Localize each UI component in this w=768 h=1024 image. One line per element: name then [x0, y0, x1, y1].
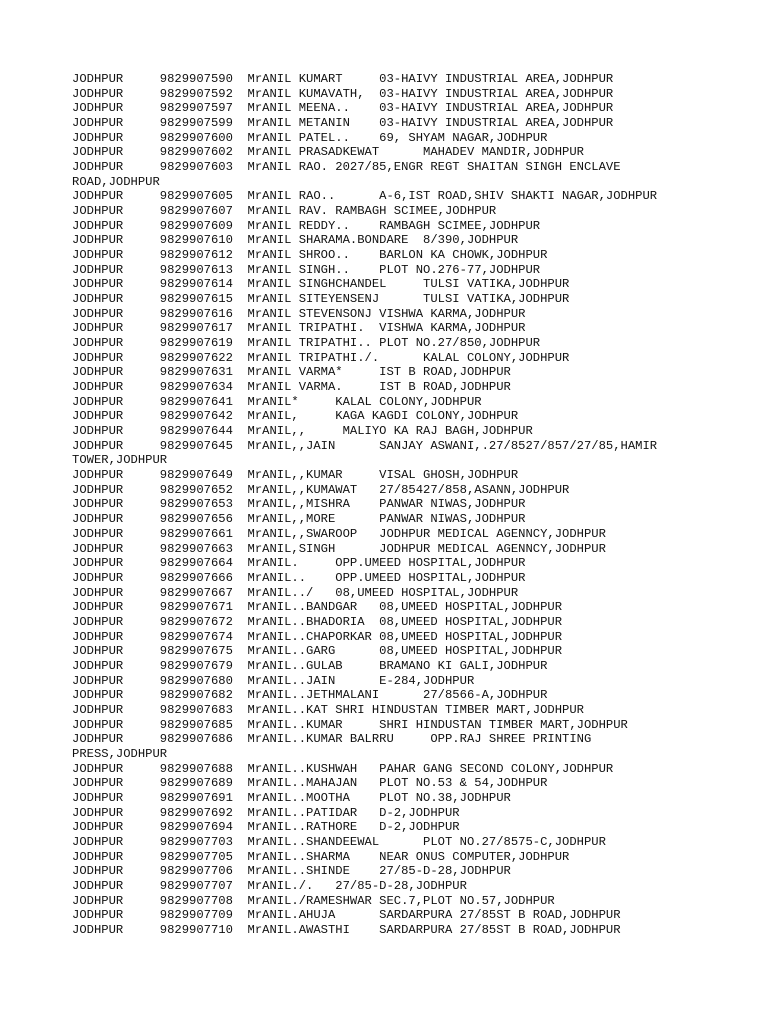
listing-line: JODHPUR 9829907616 MrANIL STEVENSONJ VISHWA KARMA,JODHPUR	[72, 306, 526, 321]
listing-line: JODHPUR 9829907642 MrANIL, KAGA KAGDI COLONY,JODHPUR	[72, 409, 519, 424]
listing-line: JODHPUR 9829907663 MrANIL,SINGH JODHPUR MEDICAL AGENNCY,JODHPUR	[72, 541, 606, 556]
listing-line: JODHPUR 9829907689 MrANIL..MAHAJAN PLOT NO.53 & 54,JODHPUR	[72, 776, 548, 791]
listing-line: JODHPUR 9829907631 MrANIL VARMA* IST B ROAD,JODHPUR	[72, 365, 511, 380]
listing-line: JODHPUR 9829907644 MrANIL,, MALIYO KA RAJ BAGH,JODHPUR	[72, 424, 533, 439]
listing-line: JODHPUR 9829907619 MrANIL TRIPATHI.. PLOT NO.27/850,JODHPUR	[72, 336, 541, 351]
listing-line: JODHPUR 9829907634 MrANIL VARMA. IST B ROAD,JODHPUR	[72, 380, 511, 395]
listing-line-continuation: TOWER,JODHPUR	[72, 453, 168, 468]
listing-line: JODHPUR 9829907680 MrANIL..JAIN E-284,JODHPUR	[72, 673, 475, 688]
listing-line: JODHPUR 9829907607 MrANIL RAV. RAMBAGH SCIMEE,JODHPUR	[72, 204, 497, 219]
listing-line: JODHPUR 9829907599 MrANIL METANIN 03-HAIVY INDUSTRIAL AREA,JODHPUR	[72, 116, 614, 131]
listing-line: JODHPUR 9829907615 MrANIL SITEYENSENJ TULSI VATIKA,JODHPUR	[72, 292, 570, 307]
listing-line: JODHPUR 9829907682 MrANIL..JETHMALANI 27/8566-A,JODHPUR	[72, 688, 548, 703]
listing-line: JODHPUR 9829907672 MrANIL..BHADORIA 08,UMEED HOSPITAL,JODHPUR	[72, 614, 563, 629]
listing-line: JODHPUR 9829907691 MrANIL..MOOTHA PLOT NO.38,JODHPUR	[72, 790, 511, 805]
listing-line: JODHPUR 9829907708 MrANIL./RAMESHWAR SEC.7,PLOT NO.57,JODHPUR	[72, 893, 555, 908]
listing-line: JODHPUR 9829907603 MrANIL RAO. 2027/85,ENGR REGT SHAITAN SINGH ENCLAVE	[72, 160, 621, 175]
listing-line-continuation: PRESS,JODHPUR	[72, 746, 168, 761]
listing-line: JODHPUR 9829907692 MrANIL..PATIDAR D-2,JODHPUR	[72, 805, 460, 820]
listing-line: JODHPUR 9829907641 MrANIL* KALAL COLONY,JODHPUR	[72, 394, 482, 409]
listing-line: JODHPUR 9829907674 MrANIL..CHAPORKAR 08,UMEED HOSPITAL,JODHPUR	[72, 629, 563, 644]
listing-line: JODHPUR 9829907653 MrANIL,,MISHRA PANWAR NIWAS,JODHPUR	[72, 497, 526, 512]
listing-line: JODHPUR 9829907706 MrANIL..SHINDE 27/85-D-28,JODHPUR	[72, 864, 511, 879]
listing-line: JODHPUR 9829907590 MrANIL KUMART 03-HAIVY INDUSTRIAL AREA,JODHPUR	[72, 72, 614, 86]
listing-line: JODHPUR 9829907617 MrANIL TRIPATHI. VISHWA KARMA,JODHPUR	[72, 321, 526, 336]
listing-line: JODHPUR 9829907694 MrANIL..RATHORE D-2,JODHPUR	[72, 820, 460, 835]
listing-line: JODHPUR 9829907709 MrANIL.AHUJA SARDARPURA 27/85ST B ROAD,JODHPUR	[72, 908, 621, 923]
listing-line: JODHPUR 9829907652 MrANIL,,KUMAWAT 27/85427/858,ASANN,JODHPUR	[72, 482, 570, 497]
listing-line: JODHPUR 9829907602 MrANIL PRASADKEWAT MAHADEV MANDIR,JODHPUR	[72, 145, 584, 160]
listing-line: JODHPUR 9829907703 MrANIL..SHANDEEWAL PLOT NO.27/8575-C,JODHPUR	[72, 834, 606, 849]
listing-line: JODHPUR 9829907686 MrANIL..KUMAR BALRRU OPP.RAJ SHREE PRINTING	[72, 732, 592, 747]
listing-line: JODHPUR 9829907666 MrANIL.. OPP.UMEED HOSPITAL,JODHPUR	[72, 570, 526, 585]
listing-line: JODHPUR 9829907671 MrANIL..BANDGAR 08,UMEED HOSPITAL,JODHPUR	[72, 600, 563, 615]
directory-listing	[72, 72, 752, 938]
listing-line: JODHPUR 9829907656 MrANIL,,MORE PANWAR NIWAS,JODHPUR	[72, 512, 526, 527]
listing-line: JODHPUR 9829907609 MrANIL REDDY.. RAMBAGH SCIMEE,JODHPUR	[72, 218, 541, 233]
listing-line: JODHPUR 9829907649 MrANIL,,KUMAR VISAL GHOSH,JODHPUR	[72, 468, 519, 483]
listing-line: JODHPUR 9829907600 MrANIL PATEL.. 69, SHYAM NAGAR,JODHPUR	[72, 130, 548, 145]
listing-line: JODHPUR 9829907685 MrANIL..KUMAR SHRI HINDUSTAN TIMBER MART,JODHPUR	[72, 717, 628, 732]
listing-line: JODHPUR 9829907683 MrANIL..KAT SHRI HINDUSTAN TIMBER MART,JODHPUR	[72, 702, 584, 717]
listing-line: JODHPUR 9829907705 MrANIL..SHARMA NEAR ONUS COMPUTER,JODHPUR	[72, 849, 570, 864]
listing-line: JODHPUR 9829907612 MrANIL SHROO.. BARLON KA CHOWK,JODHPUR	[72, 248, 548, 263]
listing-line: JODHPUR 9829907610 MrANIL SHARAMA.BONDARE 8/390,JODHPUR	[72, 233, 519, 248]
listing-line: JODHPUR 9829907605 MrANIL RAO.. A-6,IST ROAD,SHIV SHAKTI NAGAR,JODHPUR	[72, 189, 658, 204]
listing-line: JODHPUR 9829907679 MrANIL..GULAB BRAMANO KI GALI,JODHPUR	[72, 658, 548, 673]
listing-line: JODHPUR 9829907688 MrANIL..KUSHWAH PAHAR GANG SECOND COLONY,JODHPUR	[72, 761, 614, 776]
listing-line: JODHPUR 9829907675 MrANIL..GARG 08,UMEED HOSPITAL,JODHPUR	[72, 644, 563, 659]
listing-line: JODHPUR 9829907710 MrANIL.AWASTHI SARDARPURA 27/85ST B ROAD,JODHPUR	[72, 922, 621, 937]
listing-line: JODHPUR 9829907667 MrANIL../ 08,UMEED HOSPITAL,JODHPUR	[72, 585, 519, 600]
listing-line: JODHPUR 9829907622 MrANIL TRIPATHI./. KALAL COLONY,JODHPUR	[72, 350, 570, 365]
listing-line: JODHPUR 9829907614 MrANIL SINGHCHANDEL TULSI VATIKA,JODHPUR	[72, 277, 570, 292]
listing-line: JODHPUR 9829907664 MrANIL. OPP.UMEED HOSPITAL,JODHPUR	[72, 556, 526, 571]
listing-line: JODHPUR 9829907707 MrANIL./. 27/85-D-28,JODHPUR	[72, 878, 467, 893]
listing-line-continuation: ROAD,JODHPUR	[72, 174, 160, 189]
listing-line: JODHPUR 9829907592 MrANIL KUMAVATH, 03-HAIVY INDUSTRIAL AREA,JODHPUR	[72, 86, 614, 101]
listing-line: JODHPUR 9829907597 MrANIL MEENA.. 03-HAIVY INDUSTRIAL AREA,JODHPUR	[72, 101, 614, 116]
listing-line: JODHPUR 9829907661 MrANIL,,SWAROOP JODHPUR MEDICAL AGENNCY,JODHPUR	[72, 526, 606, 541]
listing-line: JODHPUR 9829907613 MrANIL SINGH.. PLOT NO.276-77,JODHPUR	[72, 262, 541, 277]
listing-line: JODHPUR 9829907645 MrANIL,,JAIN SANJAY ASWANI,.27/8527/857/27/85,HAMIR	[72, 438, 658, 453]
